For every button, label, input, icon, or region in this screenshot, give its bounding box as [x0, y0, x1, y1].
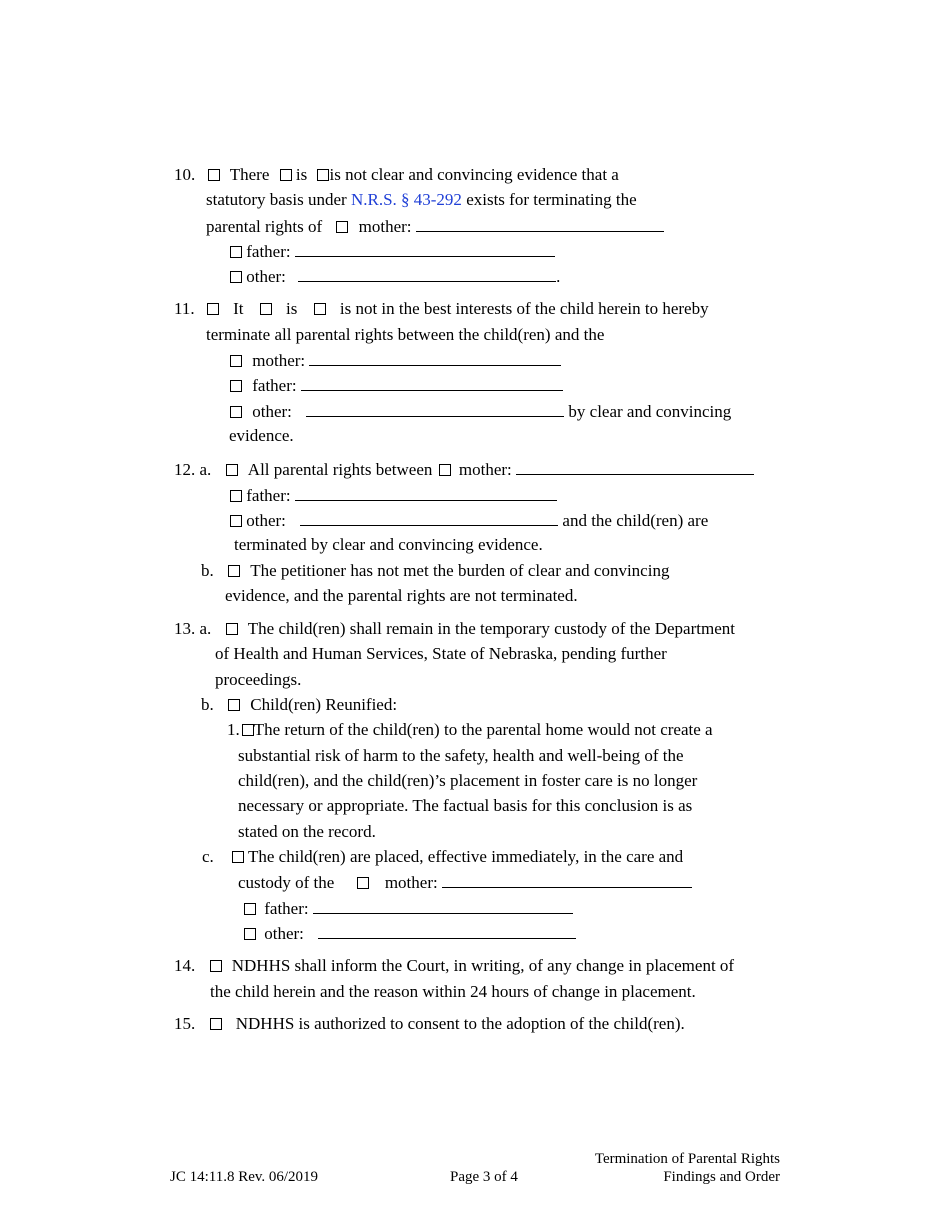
- item-10-line2: [206, 190, 637, 210]
- text: custody of the: [238, 873, 335, 892]
- checkbox-is-not[interactable]: [314, 303, 326, 315]
- text: by clear and convincing: [568, 402, 732, 421]
- father-field[interactable]: [295, 485, 557, 501]
- checkbox[interactable]: [208, 169, 220, 181]
- text: The petitioner has not met the burden of clear and convincing: [250, 561, 670, 580]
- item-13b-line1: [201, 695, 397, 715]
- item-number: 12. a.: [174, 460, 212, 479]
- item-12a-line1: [174, 459, 754, 480]
- item-12a-terminated: terminated by clear and convincing evidence.: [234, 535, 543, 554]
- item-10-other: [230, 266, 560, 287]
- label: mother:: [458, 460, 512, 479]
- item-13b1-line4: necessary or appropriate. The factual basis for this conclusion is as: [238, 796, 693, 815]
- item-number: 1.: [227, 720, 240, 739]
- mother-field[interactable]: [516, 459, 754, 475]
- footer-page-number: Page 3 of 4: [450, 1169, 518, 1185]
- item-13b1-line5: stated on the record.: [238, 822, 376, 841]
- item-letter: b.: [201, 561, 214, 580]
- item-number: 14.: [174, 956, 196, 975]
- other-field[interactable]: [300, 510, 558, 526]
- text: parental rights of: [206, 217, 323, 236]
- checkbox-mother[interactable]: [230, 355, 242, 367]
- checkbox-mother[interactable]: [357, 877, 369, 889]
- label: father:: [264, 899, 309, 918]
- checkbox[interactable]: [228, 565, 240, 577]
- item-number: 15.: [174, 1014, 196, 1033]
- checkbox[interactable]: [210, 960, 222, 972]
- other-field[interactable]: [306, 401, 564, 417]
- other-field[interactable]: [318, 923, 576, 939]
- text: and the child(ren) are: [562, 511, 709, 530]
- checkbox-mother[interactable]: [439, 464, 451, 476]
- checkbox-is[interactable]: [280, 169, 292, 181]
- text: Child(ren) Reunified:: [250, 695, 398, 714]
- label: other:: [246, 267, 286, 286]
- item-number: 11.: [174, 299, 195, 318]
- text: is: [295, 165, 308, 184]
- text: It: [233, 299, 244, 318]
- item-12b-line2: evidence, and the parental rights are not terminated.: [225, 586, 578, 605]
- text: The return of the child(ren) to the parental home would not create a: [253, 720, 713, 739]
- checkbox[interactable]: [226, 623, 238, 635]
- text: NDHHS shall inform the Court, in writing, of any change in placement of: [231, 956, 735, 975]
- checkbox[interactable]: [210, 1018, 222, 1030]
- item-14-line2: the child herein and the reason within 24 hours of change in placement.: [210, 982, 696, 1001]
- item-10-father: [230, 241, 555, 262]
- father-field[interactable]: [313, 898, 573, 914]
- label: mother:: [384, 873, 438, 892]
- label: mother:: [358, 217, 412, 236]
- label: mother:: [252, 351, 306, 370]
- checkbox-other[interactable]: [230, 271, 242, 283]
- item-number: 13. a.: [174, 619, 212, 638]
- item-13a-line3: proceedings.: [215, 670, 302, 689]
- footer-title-line1: Termination of Parental Rights: [594, 1151, 780, 1167]
- item-11-other: [230, 401, 731, 422]
- checkbox-other[interactable]: [244, 928, 256, 940]
- text: statutory basis under: [206, 190, 347, 209]
- mother-field[interactable]: [416, 216, 664, 232]
- item-13c-line2: [238, 872, 692, 893]
- item-13c-line1: [202, 847, 683, 867]
- checkbox[interactable]: [228, 699, 240, 711]
- text: .: [556, 267, 561, 286]
- footer-title-line2: Findings and Order: [663, 1169, 780, 1185]
- text: is not clear and convincing evidence that a: [329, 165, 619, 184]
- item-13b1-line2: substantial risk of harm to the safety, health and well-being of the: [238, 746, 684, 765]
- checkbox[interactable]: [207, 303, 219, 315]
- checkbox-other[interactable]: [230, 515, 242, 527]
- item-13b1-line3: child(ren), and the child(ren)’s placement in foster care is no longer: [238, 771, 698, 790]
- mother-field[interactable]: [442, 872, 692, 888]
- text: There: [229, 165, 270, 184]
- checkbox[interactable]: [226, 464, 238, 476]
- checkbox-father[interactable]: [230, 490, 242, 502]
- checkbox-father[interactable]: [230, 246, 242, 258]
- item-11-father: [230, 375, 563, 396]
- item-10-line3: [206, 216, 664, 237]
- item-13b1-line1: [227, 720, 713, 740]
- checkbox-other[interactable]: [230, 406, 242, 418]
- item-11-line1: [174, 299, 709, 319]
- statute-link[interactable]: N.R.S. § 43-292: [350, 190, 462, 209]
- mother-field[interactable]: [309, 350, 561, 366]
- label: other:: [252, 402, 292, 421]
- item-13a-line2: of Health and Human Services, State of Nebraska, pending further: [215, 644, 667, 663]
- item-11-evidence: evidence.: [229, 426, 294, 445]
- item-letter: b.: [201, 695, 214, 714]
- text: exists for terminating the: [466, 190, 637, 209]
- father-field[interactable]: [301, 375, 563, 391]
- item-11-mother: [230, 350, 561, 371]
- item-13c-other: [244, 923, 576, 944]
- item-13c-father: [244, 898, 573, 919]
- text: The child(ren) shall remain in the temporary custody of the Department: [247, 619, 735, 638]
- item-12a-father: [230, 485, 557, 506]
- item-11-line2: terminate all parental rights between the child(ren) and the: [206, 325, 605, 344]
- father-field[interactable]: [295, 241, 555, 257]
- label: other:: [264, 924, 304, 943]
- other-field[interactable]: [298, 266, 556, 282]
- item-10-line1: [174, 165, 619, 185]
- label: father:: [252, 376, 297, 395]
- text: The child(ren) are placed, effective immediately, in the care and: [248, 847, 684, 866]
- item-13a-line1: [174, 619, 735, 639]
- checkbox-father[interactable]: [244, 903, 256, 915]
- label: father:: [246, 486, 291, 505]
- checkbox[interactable]: [232, 851, 244, 863]
- text: NDHHS is authorized to consent to the adoption of the child(ren).: [235, 1014, 685, 1033]
- text: is: [286, 299, 298, 318]
- label: father:: [246, 242, 291, 261]
- checkbox-mother[interactable]: [336, 221, 348, 233]
- checkbox-is[interactable]: [260, 303, 272, 315]
- checkbox-father[interactable]: [230, 380, 242, 392]
- checkbox-is-not[interactable]: [317, 169, 329, 181]
- label: other:: [246, 511, 286, 530]
- item-15-line1: [174, 1014, 685, 1034]
- text: All parental rights between: [247, 460, 433, 479]
- text: is not in the best interests of the child herein to hereby: [339, 299, 709, 318]
- item-number: 10.: [174, 165, 196, 184]
- item-14-line1: [174, 956, 734, 976]
- checkbox[interactable]: [242, 724, 254, 736]
- footer-form-id: JC 14:11.8 Rev. 06/2019: [170, 1169, 319, 1185]
- item-12a-other: [230, 510, 708, 531]
- item-letter: c.: [202, 847, 214, 866]
- item-12b-line1: [201, 561, 669, 581]
